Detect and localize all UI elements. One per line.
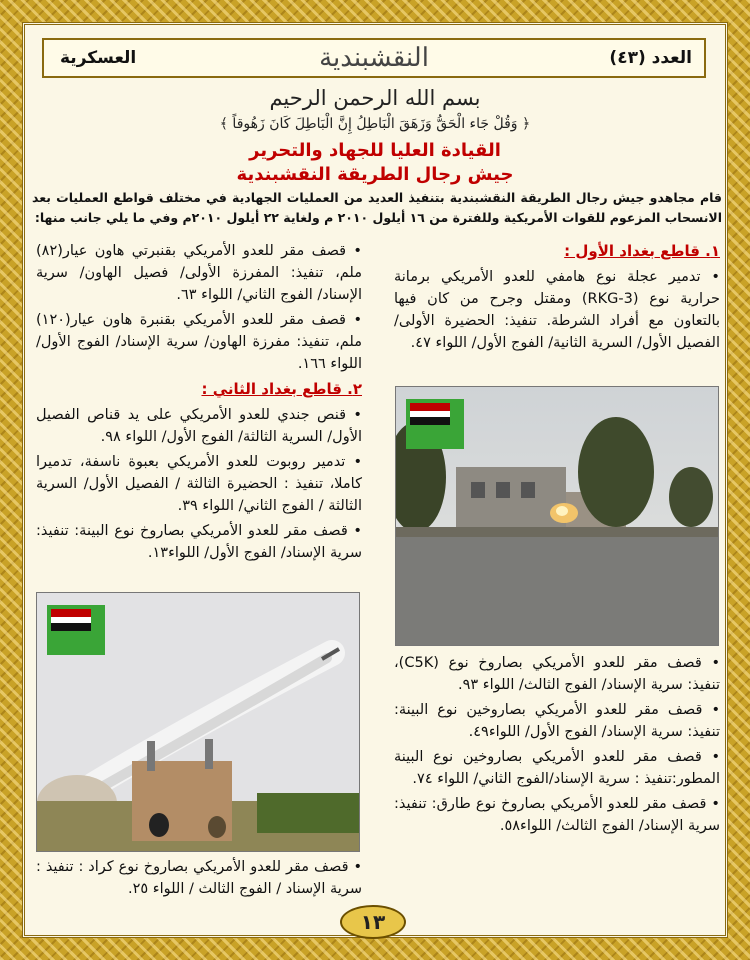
left-column-bottom: [36, 856, 362, 903]
basmala: بسم الله الرحمن الرحيم: [269, 86, 481, 110]
right-column-bottom: [394, 652, 720, 840]
list-item: • تدمير روبوت للعدو الأمريكي بعبوة ناسفة، تدميرا كاملا، تنفيذ : الحضيرة الثالثة / الفصيل الأول/ السرية الثالثة / الفوج الثاني/ اللواء ٣٩.: [36, 454, 362, 514]
org-title-2: جيش رجال الطريقة النقشبندية: [236, 164, 514, 185]
list-item: • تدمير عجلة نوع هامفي للعدو الأمريكي برمانة حرارية نوع (RKG-3) ومقتل وجرح من كان فيها بالتعاون مع أفراد الشرطة. تنفيذ: الحضيرة الأولى/ الفصيل الأول/ السرية الثانية/ الفوج الأول/ اللواء ٤٧.: [394, 269, 721, 351]
section-2-title: ٢. قاطع بغداد الثاني :: [201, 380, 362, 398]
list-item: • قصف مقر للعدو الأمريكي بصاروخ نوع كراد : تنفيذ : سرية الإسناد / الفوج الثالث / اللواء ٢٥.: [36, 859, 362, 897]
list-item: • قصف مقر للعدو الأمريكي بصاروخ نوع البينة: تنفيذ: سرية الإسناد/ الفوج الأول/ اللواء١٣.: [36, 523, 362, 561]
list-item: • قنص جندي للعدو الأمريكي على يد قناص الفصيل الأول/ السرية الثالثة/ الفوج الأول/ اللواء ٩٨.: [36, 407, 362, 445]
section-name: العسكرية: [60, 48, 137, 68]
section-1-title: ١. قاطع بغداد الأول :: [564, 242, 720, 260]
page-number: ١٣: [340, 905, 406, 939]
photo-explosion: [395, 386, 719, 646]
org-title-1: القيادة العليا للجهاد والتحرير: [249, 140, 501, 161]
list-item: • قصف مقر للعدو الأمريكي بقنبرتي هاون عيار(٨٢) ملم، تنفيذ: المفرزة الأولى/ فصيل الهاون/ سرية الإسناد/ الفوج الثاني/ اللواء ٦٣.: [36, 243, 362, 303]
magazine-title: النقشبندية: [319, 43, 429, 73]
page-header: [42, 38, 706, 78]
list-item: • قصف مقر للعدو الأمريكي بصاروخين نوع البينة: تنفيذ: سرية الإسناد/ الفوج الأول/ اللواء٤٩.: [394, 702, 720, 740]
intro-paragraph: قام مجاهدو جيش رجال الطريقة النقشبندية بتنفيذ العديد من العمليات الجهادية في مختلف قواطع العمليات بعد الانسحاب المزعوم للقوات الأمريكية وللفترة من ١٦ أيلول ٢٠١٠ م ولغاية ٢٢ أيلول ٢٠١٠م وفي ما يلي جانب منها:: [32, 190, 722, 225]
right-column-top: [394, 240, 720, 357]
left-column-top: [36, 240, 362, 567]
list-item: • قصف مقر للعدو الأمريكي بصاروخين نوع البينة المطور:تنفيذ : سرية الإسناد/الفوج الثاني/ اللواء ٧٤.: [394, 749, 720, 787]
list-item: • قصف مقر للعدو الأمريكي بصاروخ نوع (C5K)، تنفيذ: سرية الإسناد/ الفوج الثالث/ اللواء ٩٣.: [394, 655, 720, 693]
issue-number: العدد (٤٣): [609, 48, 692, 68]
quran-verse: ﴿ وَقُلْ جَاء الْحَقُّ وَزَهَقَ الْبَاطِلُ إِنَّ الْبَاطِلَ كَانَ زَهُوقاً ﴾: [219, 116, 531, 132]
list-item: • قصف مقر للعدو الأمريكي بقنبرة هاون عيار(١٢٠) ملم، تنفيذ: مفرزة الهاون/ سرية الإسناد/ الفوج الأول/ اللواء ١٦٦.: [36, 312, 362, 372]
list-item: • قصف مقر للعدو الأمريكي بصاروخ نوع طارق: تنفيذ: سرية الإسناد/ الفوج الثالث/ اللواء٥٨.: [394, 796, 720, 834]
photo-rocket-launch: [36, 592, 360, 852]
